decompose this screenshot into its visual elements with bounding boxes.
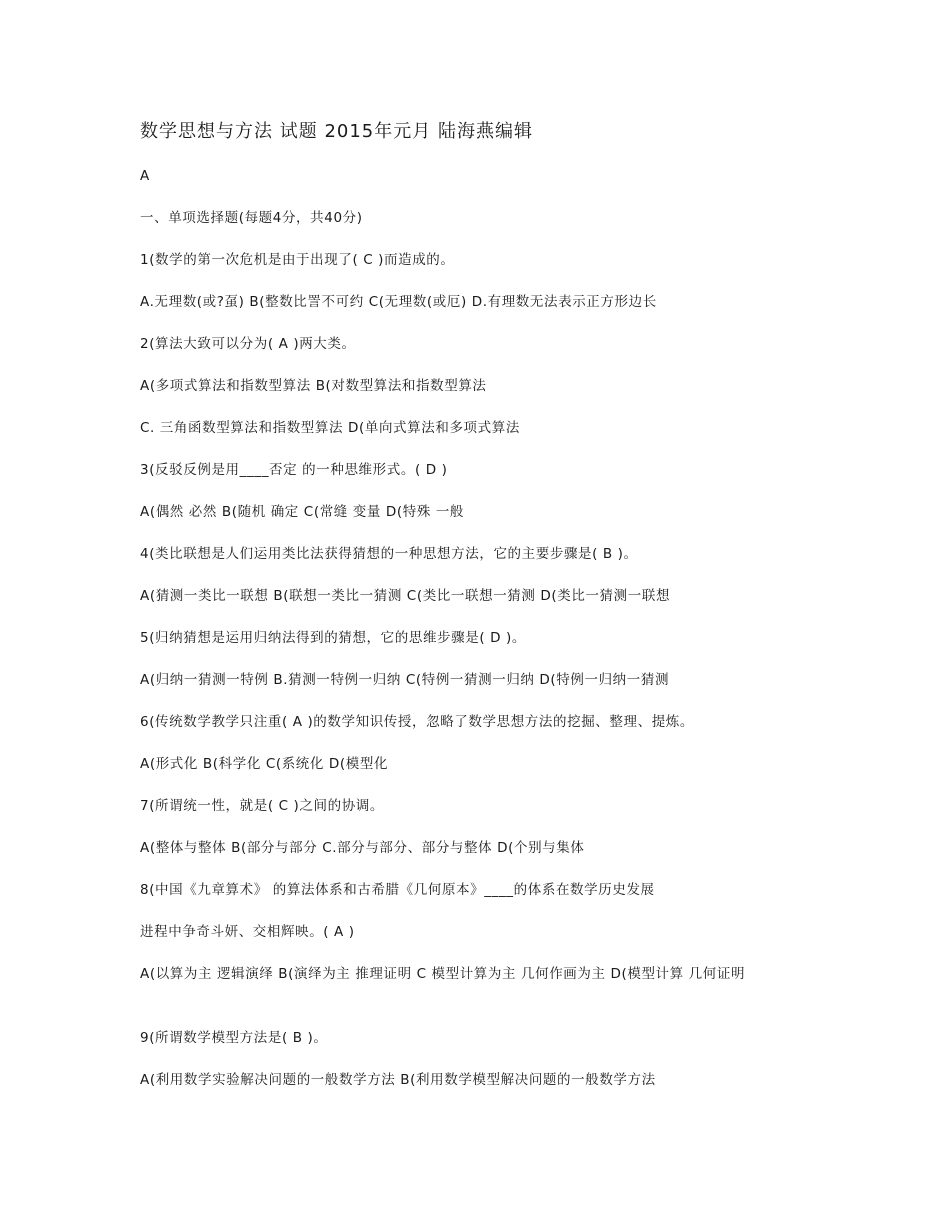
- question-text: 3(反驳反例是用____否定 的一种思维形式。( D ): [140, 462, 448, 478]
- answer-options: A(整体与整体 B(部分与部分 C.部分与部分、部分与整体 D(个别与集体: [140, 840, 585, 856]
- answer-options: A(形式化 B(科学化 C(系统化 D(模型化: [140, 756, 389, 772]
- section-label: A: [140, 168, 150, 184]
- answer-options: A.无理数(或?虿) B(整数比詈不可约 C(无理数(或厄) D.有理数无法表示正方形边长: [140, 294, 657, 310]
- question-text: 2(算法大致可以分为( A )两大类。: [140, 336, 356, 352]
- question-text: 8(中国《九章算术》 的算法体系和古希腊《几何原本》____的体系在数学历史发展: [140, 882, 655, 898]
- section-heading: 一、单项选择题(每题4分，共40分): [140, 210, 363, 226]
- question-text: 9(所谓数学模型方法是( B )。: [140, 1030, 328, 1046]
- answer-options: C. 三角函数型算法和指数型算法 D(单向式算法和多项式算法: [140, 420, 520, 436]
- question-text: 4(类比联想是人们运用类比法获得猜想的一种思想方法，它的主要步骤是( B )。: [140, 546, 638, 562]
- answer-options: A(偶然 必然 B(随机 确定 C(常缝 变量 D(特殊 一般: [140, 504, 465, 520]
- question-text: 5(归纳猜想是运用归纳法得到的猜想，它的思维步骤是( D )。: [140, 630, 526, 646]
- question-text: 1(数学的第一次危机是由于出现了( C )而造成的。: [140, 252, 455, 268]
- answer-options: A(归纳一猜测一特例 B.猜测一特例一归纳 C(特例一猜测一归纳 D(特例一归纳一猜测: [140, 672, 670, 688]
- answer-options: A(利用数学实验解决问题的一般数学方法 B(利用数学模型解决问题的一般数学方法: [140, 1072, 656, 1088]
- question-text-continued: 进程中争奇斗妍、交相辉映。( A ): [140, 924, 355, 940]
- answer-options: A(以算为主 逻辑演绎 B(演绎为主 推理证明 C 模型计算为主 几何作画为主 D(模型计算 几何证明: [140, 966, 746, 982]
- question-text: 6(传统数学教学只注重( A )的数学知识传授，忽略了数学思想方法的挖掘、整理、提炼。: [140, 714, 695, 730]
- question-text: 7(所谓统一性，就是( C )之间的协调。: [140, 798, 384, 814]
- document-title: 数学思想与方法 试题 2015年元月 陆海燕编辑: [140, 121, 533, 142]
- answer-options: A(猜测一类比一联想 B(联想一类比一猜测 C(类比一联想一猜测 D(类比一猜测一联想: [140, 588, 671, 604]
- answer-options: A(多项式算法和指数型算法 B(对数型算法和指数型算法: [140, 378, 487, 394]
